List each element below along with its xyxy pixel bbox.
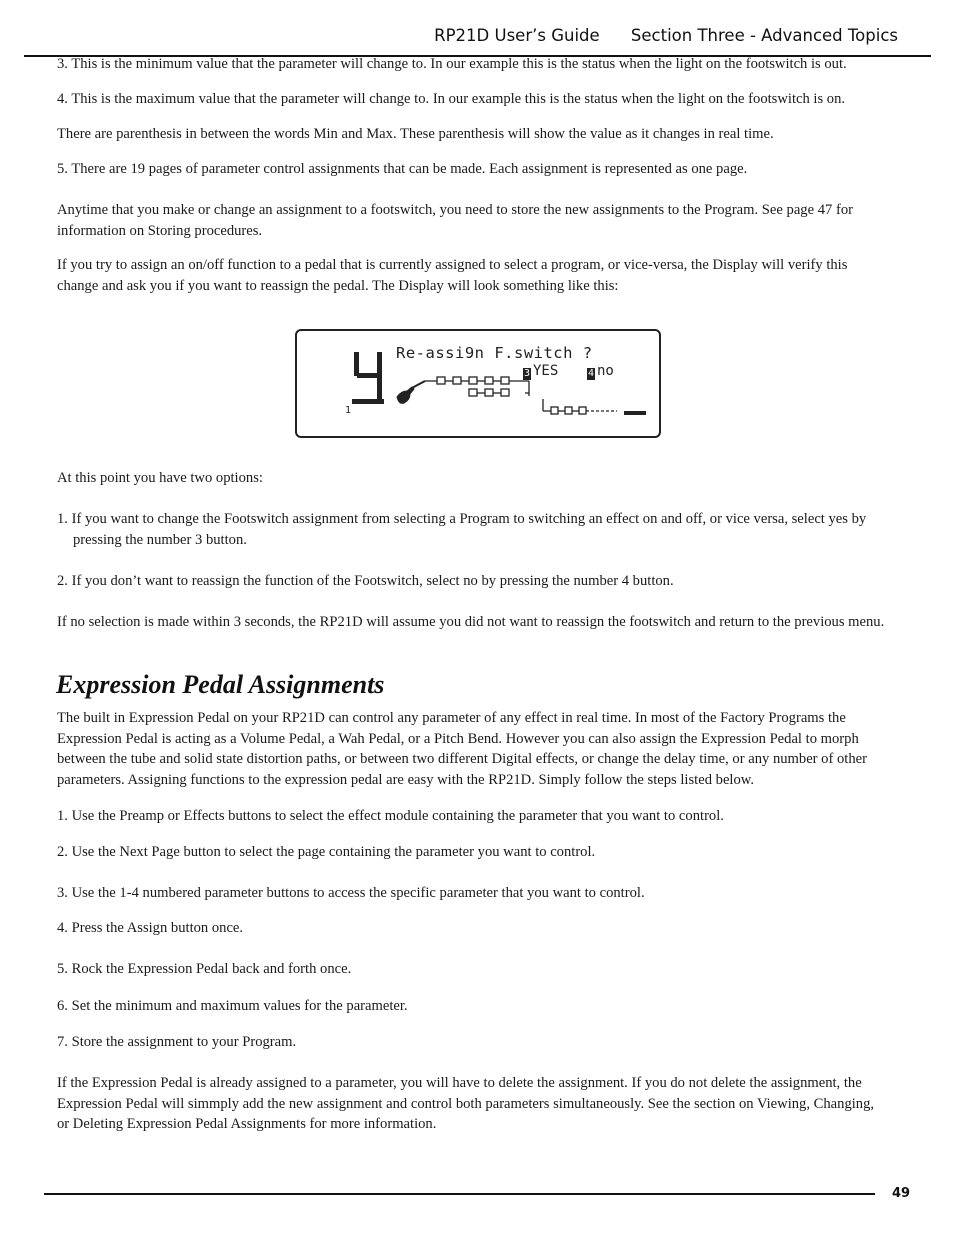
step-4: 4. Press the Assign button once. [57, 920, 244, 936]
lcd-no-option [587, 363, 614, 380]
lcd-small-mark: 1 [345, 405, 352, 416]
paragraph-store-assignment: Anytime that you make or change an assignment to a footswitch, you need to store the new assignments to the Program. See page 47 for information on Storing procedures. [57, 202, 853, 239]
step-6: 6. Set the minimum and maximum values for the parameter. [57, 998, 408, 1014]
header-guide-title: RP21D User’s Guide [434, 26, 600, 45]
lcd-display [295, 329, 661, 438]
paragraph-reassign-warning: If you try to assign an on/off function to a pedal that is currently assigned to select a program, or vice-versa, the Display will verify this change and ask you if you want to reassign the pedal. The Display will look something like this: [57, 257, 848, 294]
lcd-prompt-text: Re-assi9n F.switch ? [396, 344, 593, 362]
paragraph-delete-assignment: If the Expression Pedal is already assigned to a parameter, you will have to delete the assignment. If you do not delete the assignment, the Expression Pedal will simmply add the new assignment and control both parameters simultaneously. See the section on Viewing, Changing, or Deleting Expression Pedal Assignments for more information. [57, 1075, 875, 1133]
page-number: 49 [892, 1186, 911, 1201]
paragraph-timeout: If no selection is made within 3 seconds, the RP21D will assume you did not want to reassign the footswitch and return to the previous menu. [57, 614, 885, 630]
paragraph-two-options: At this point you have two options: [57, 470, 263, 486]
paragraph-expression-intro: The built in Expression Pedal on your RP21D can control any parameter of any effect in real time. In most of the Factory Programs the Expression Pedal is acting as a Volume Pedal, a Wah Pedal, or a Pitch Bend. However you can also assign the Expression Pedal to morph between the tube and solid state distortion paths, or between two different Digital effects, or change the delay time, or any number of other parameters. Assigning functions to the expression pedal are easy with the RP21D. Simply follow the steps listed below. [57, 710, 867, 788]
step-5: 5. Rock the Expression Pedal back and forth once. [57, 961, 352, 977]
header-section-title: Section Three - Advanced Topics [630, 26, 898, 45]
paragraph-19-pages: 5. There are 19 pages of parameter control assignments that can be made. Each assignment is represented as one page. [57, 161, 748, 177]
lcd-no-key: 4 [587, 368, 595, 379]
step-1: 1. Use the Preamp or Effects buttons to select the effect module containing the parameter that you want to control. [57, 808, 724, 824]
lcd-no-label: no [597, 363, 614, 379]
step-3: 3. Use the 1-4 numbered parameter buttons to access the specific parameter that you want to control. [57, 885, 645, 901]
signal-chain-icon [425, 377, 617, 414]
paragraph-min-value: 3. This is the minimum value that the parameter will change to. In our example this is the status when the light on the footswitch is out. [57, 56, 847, 72]
lcd-yes-option [523, 363, 558, 380]
paragraph-parenthesis: There are parenthesis in between the words Min and Max. These parenthesis will show the value as it changes in real time. [57, 126, 774, 142]
option-no: 2. If you don’t want to reassign the function of the Footswitch, select no by pressing the number 4 button. [57, 573, 674, 589]
guitar-icon [397, 381, 425, 403]
page-header [434, 26, 898, 45]
lcd-yes-label: YES [533, 363, 559, 379]
step-2: 2. Use the Next Page button to select the page containing the parameter you want to control. [57, 844, 596, 860]
lcd-yes-key: 3 [523, 368, 531, 379]
lcd-large-digit [352, 352, 384, 404]
step-7: 7. Store the assignment to your Program. [57, 1034, 297, 1050]
paragraph-max-value: 4. This is the maximum value that the parameter will change to. In our example this is the status when the light on the footswitch is on. [57, 91, 846, 107]
lcd-output-bar [624, 411, 646, 415]
section-title: Expression Pedal Assignments [56, 670, 385, 699]
footer-rule [44, 1193, 875, 1195]
option-yes: 1. If you want to change the Footswitch assignment from selecting a Program to switching an effect on and off, or vice versa, select yes by pressing the number 3 button. [57, 511, 867, 548]
